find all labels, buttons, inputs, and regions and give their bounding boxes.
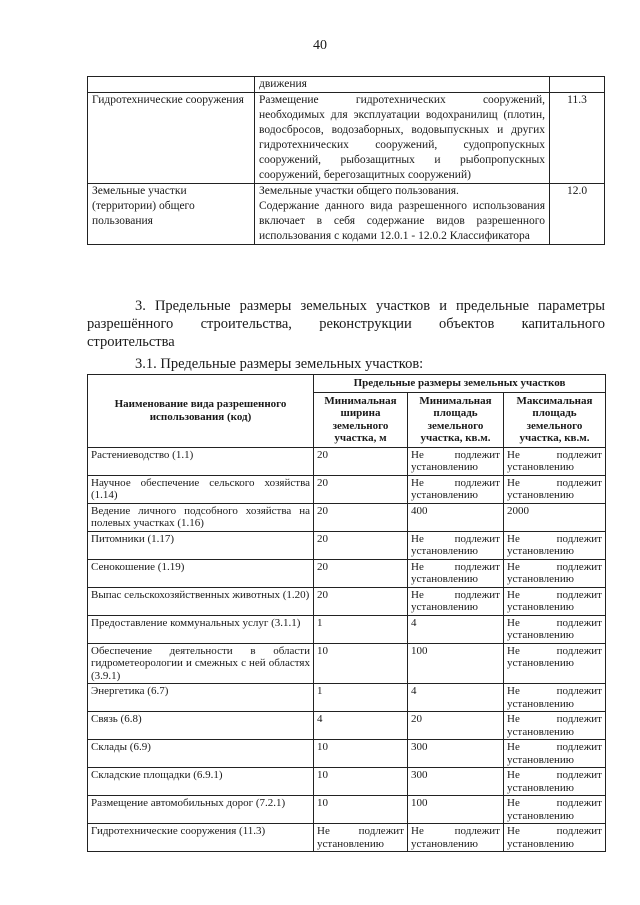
description-line: Земельные участки общего пользования. bbox=[259, 185, 459, 197]
cell-max-area: Не подлежит установлению bbox=[504, 587, 606, 615]
cell-min-width: 10 bbox=[314, 796, 408, 824]
table-row bbox=[88, 684, 606, 712]
cell-max-area: Не подлежит установлению bbox=[504, 740, 606, 768]
page-number: 40 bbox=[313, 38, 327, 53]
header-max-area: Максимальная площадь земельного участка, кв.м. bbox=[504, 392, 606, 447]
cell-min-area: Не подлежит установлению bbox=[408, 559, 504, 587]
cell-min-area: Не подлежит установлению bbox=[408, 824, 504, 852]
section-3-line: строительства bbox=[87, 334, 175, 350]
cell-name: Размещение автомобильных дорог (7.2.1) bbox=[88, 796, 314, 824]
cell-name bbox=[88, 77, 255, 93]
cell-min-area: 300 bbox=[408, 768, 504, 796]
cell-name: Питомники (1.17) bbox=[88, 531, 314, 559]
table-row bbox=[88, 768, 606, 796]
cell-code bbox=[550, 77, 605, 93]
cell-min-width: 10 bbox=[314, 740, 408, 768]
table-row bbox=[88, 77, 605, 93]
cell-max-area: Не подлежит установлению bbox=[504, 643, 606, 684]
cell-min-width: 20 bbox=[314, 559, 408, 587]
cell-min-area: 4 bbox=[408, 684, 504, 712]
cell-min-width: 10 bbox=[314, 768, 408, 796]
cell-min-width: Не подлежит установлению bbox=[314, 824, 408, 852]
cell-description: Размещение гидротехнических сооружений, необходимых для эксплуатации водохранилищ (плотин, водосбросов, водозаборных, водовыпускных и других гидротехнических сооружений, судопропускных сооружений, рыбозащитных и рыбопропускных сооружений, берегозащитных сооружений) bbox=[255, 93, 550, 184]
table-row bbox=[88, 93, 605, 184]
cell-min-width: 20 bbox=[314, 447, 408, 475]
cell-name: Гидротехнические сооружения bbox=[88, 93, 255, 184]
cell-name: Обеспечение деятельности в области гидрометеорологии и смежных с ней областях (3.9.1) bbox=[88, 643, 314, 684]
cell-min-width: 10 bbox=[314, 643, 408, 684]
cell-min-area: 4 bbox=[408, 615, 504, 643]
table-row bbox=[88, 587, 606, 615]
cell-code: 11.3 bbox=[550, 93, 605, 184]
cell-description bbox=[255, 184, 550, 245]
cell-min-area: 400 bbox=[408, 503, 504, 531]
cell-name: Складские площадки (6.9.1) bbox=[88, 768, 314, 796]
cell-min-area: Не подлежит установлению bbox=[408, 475, 504, 503]
cell-max-area: Не подлежит установлению bbox=[504, 712, 606, 740]
cell-min-width: 1 bbox=[314, 684, 408, 712]
cell-min-width: 20 bbox=[314, 503, 408, 531]
cell-min-area: Не подлежит установлению bbox=[408, 447, 504, 475]
cell-min-width: 4 bbox=[314, 712, 408, 740]
land-plot-size-table bbox=[87, 374, 606, 852]
cell-max-area: Не подлежит установлению bbox=[504, 447, 606, 475]
section-3-line: 3. Предельные размеры земельных участков и предельные параметры bbox=[135, 298, 605, 314]
table-row bbox=[88, 824, 606, 852]
cell-max-area: Не подлежит установлению bbox=[504, 824, 606, 852]
cell-min-area: 100 bbox=[408, 643, 504, 684]
cell-name: Растениеводство (1.1) bbox=[88, 447, 314, 475]
cell-name: Ведение личного подсобного хозяйства на полевых участках (1.16) bbox=[88, 503, 314, 531]
table-row bbox=[88, 447, 606, 475]
header-min-area: Минимальная площадь земельного участка, кв.м. bbox=[408, 392, 504, 447]
table-row bbox=[88, 643, 606, 684]
table-row bbox=[88, 740, 606, 768]
cell-max-area: Не подлежит установлению bbox=[504, 684, 606, 712]
table-row bbox=[88, 559, 606, 587]
cell-min-width: 20 bbox=[314, 475, 408, 503]
cell-min-area: Не подлежит установлению bbox=[408, 531, 504, 559]
section-3-line: разрешённого строительства, реконструкции объектов капитального bbox=[87, 316, 605, 332]
table-row bbox=[88, 796, 606, 824]
cell-name: Предоставление коммунальных услуг (3.1.1) bbox=[88, 615, 314, 643]
header-group: Предельные размеры земельных участков bbox=[314, 375, 606, 393]
cell-min-area: 20 bbox=[408, 712, 504, 740]
cell-name: Земельные участки (территории) общего пользования bbox=[88, 184, 255, 245]
description-line: Содержание данного вида разрешенного использования включает в себя содержание видов разрешенного использования с кодами 12.0.1 - 12.0.2 Классификатора bbox=[259, 200, 545, 242]
table-row bbox=[88, 712, 606, 740]
section-3-heading bbox=[87, 297, 605, 351]
table-row bbox=[88, 184, 605, 245]
cell-min-width: 1 bbox=[314, 615, 408, 643]
cell-name: Склады (6.9) bbox=[88, 740, 314, 768]
cell-code: 12.0 bbox=[550, 184, 605, 245]
cell-name: Энергетика (6.7) bbox=[88, 684, 314, 712]
cell-description: движения bbox=[255, 77, 550, 93]
header-min-width: Минимальная ширина земельного участка, м bbox=[314, 392, 408, 447]
section-3-1-heading: 3.1. Предельные размеры земельных участков: bbox=[135, 356, 424, 372]
table-row bbox=[88, 475, 606, 503]
cell-max-area: Не подлежит установлению bbox=[504, 531, 606, 559]
table-row bbox=[88, 503, 606, 531]
cell-max-area: 2000 bbox=[504, 503, 606, 531]
cell-name: Сенокошение (1.19) bbox=[88, 559, 314, 587]
cell-min-area: 300 bbox=[408, 740, 504, 768]
cell-min-area: 100 bbox=[408, 796, 504, 824]
cell-name: Гидротехнические сооружения (11.3) bbox=[88, 824, 314, 852]
cell-name: Связь (6.8) bbox=[88, 712, 314, 740]
cell-min-width: 20 bbox=[314, 531, 408, 559]
cell-name: Выпас сельскохозяйственных животных (1.20) bbox=[88, 587, 314, 615]
cell-max-area: Не подлежит установлению bbox=[504, 559, 606, 587]
table-header-row bbox=[88, 375, 606, 393]
cell-min-width: 20 bbox=[314, 587, 408, 615]
cell-max-area: Не подлежит установлению bbox=[504, 768, 606, 796]
cell-max-area: Не подлежит установлению bbox=[504, 475, 606, 503]
top-table bbox=[87, 76, 605, 245]
table-row bbox=[88, 615, 606, 643]
cell-min-area: Не подлежит установлению bbox=[408, 587, 504, 615]
header-name: Наименование вида разрешенного использования (код) bbox=[88, 375, 314, 448]
cell-max-area: Не подлежит установлению bbox=[504, 796, 606, 824]
cell-max-area: Не подлежит установлению bbox=[504, 615, 606, 643]
cell-name: Научное обеспечение сельского хозяйства (1.14) bbox=[88, 475, 314, 503]
table-row bbox=[88, 531, 606, 559]
